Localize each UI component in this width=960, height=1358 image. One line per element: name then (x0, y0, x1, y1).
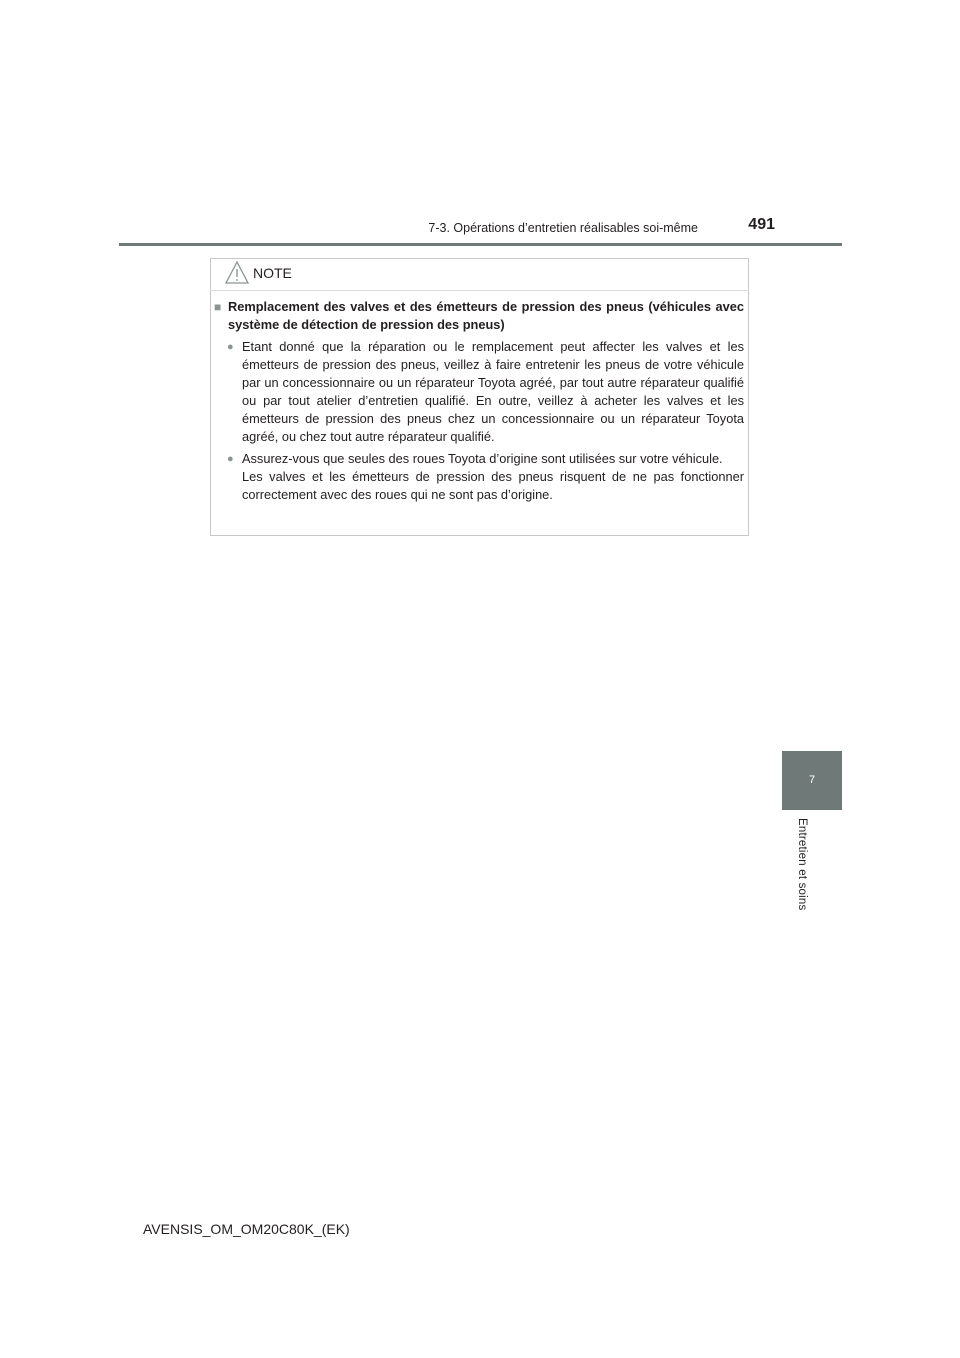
bullet-paragraph: Les valves et les émetteurs de pression des pneus risquent de ne pas fonctionner correctement avec des roues qui ne sont pas d’origine. (242, 469, 744, 502)
list-item (227, 338, 744, 446)
note-separator (210, 290, 749, 291)
note-header (224, 259, 292, 287)
chapter-tab: 7 (782, 751, 842, 810)
note-heading (214, 298, 744, 334)
square-bullet-icon: ■ (214, 300, 222, 314)
note-label: NOTE (253, 265, 292, 281)
chapter-title: Entretien et soins (796, 818, 808, 911)
warning-triangle-icon (224, 260, 250, 286)
circle-bullet-icon: ● (227, 341, 234, 353)
bullet-paragraph: Assurez-vous que seules des roues Toyota d’origine sont utilisées sur votre véhicule. (242, 451, 723, 466)
circle-bullet-icon: ● (227, 453, 234, 465)
section-title: 7-3. Opérations d’entretien réalisables soi-même (428, 221, 698, 235)
bullet-paragraph: Etant donné que la réparation ou le remplacement peut affecter les valves et les émetteurs de pression des pneus, veillez à faire entretenir les pneus de votre véhicule par un concessionnaire ou un réparateur Toyota agréé, par tout autre réparateur qualifié ou par tout atelier d’entretien qualifié. En outre, veillez à acheter les valves et les émetteurs de pression des pneus chez un concessionnaire ou un réparateur Toyota agréé, ou chez tout autre réparateur qualifié. (242, 339, 744, 444)
document-code: AVENSIS_OM_OM20C80K_(EK) (143, 1221, 350, 1237)
note-heading-text: Remplacement des valves et des émetteurs de pression des pneus (véhicules avec système de détection de pression des pneus) (228, 299, 744, 332)
page-number: 491 (748, 216, 775, 233)
note-content (214, 298, 744, 508)
header-rule (119, 243, 842, 246)
list-item (227, 450, 744, 504)
